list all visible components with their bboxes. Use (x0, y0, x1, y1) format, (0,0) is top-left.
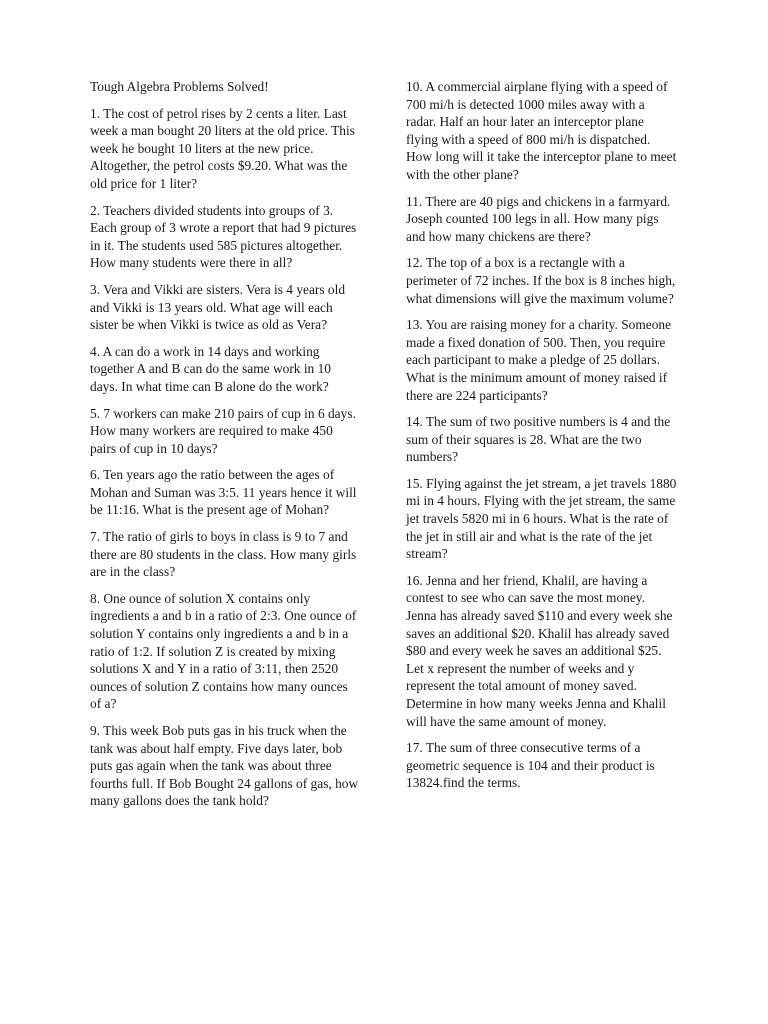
problem-17: 17. The sum of three consecutive terms of a geometric sequence is 104 and their product is 13824.find the terms. (406, 740, 655, 791)
problem-4: 4. A can do a work in 14 days and working together A and B can do the same work in 10 days. In what time can B alone do the work? (90, 343, 331, 394)
problem-11: 11. There are 40 pigs and chickens in a farmyard. Joseph counted 100 legs in all. How many pigs and how many chickens are there? (406, 193, 671, 244)
problem-7: 7. The ratio of girls to boys in class is 9 to 7 and there are 80 students in the class. How many girls are in the class? (90, 529, 357, 580)
problem-9: 9. This week Bob puts gas in his truck when the tank was about half empty. Five days later, bob puts gas again when the tank was about three fourths full. If Bob Bought 24 gallons of gas, how many gallons does the tank hold? (90, 723, 359, 809)
problem-16: 16. Jenna and her friend, Khalil, are having a contest to see who can save the most money. Jenna has already saved $110 and every week she saves an additional $20. Khalil has already saved $80 and every week he saves an additional $25. Let x represent the number of weeks and y represent the total amount of money saved. Determine in how many weeks Jenna and Khalil will have the same amount of money. (406, 572, 673, 729)
problem-12: 12. The top of a box is a rectangle with a perimeter of 72 inches. If the box is 8 inches high, what dimensions will give the maximum volume? (406, 255, 676, 306)
problem-15: 15. Flying against the jet stream, a jet travels 1880 mi in 4 hours. Flying with the jet stream, the same jet travels 5820 mi in 6 hours. What is the rate of the jet in still air and what is the rate of the jet stream? (406, 475, 677, 562)
right-column (406, 78, 678, 801)
problem-5: 5. 7 workers can make 210 pairs of cup in 6 days. How many workers are required to make 450 pairs of cup in 10 days? (90, 405, 356, 456)
problem-8: 8. One ounce of solution X contains only ingredients a and b in a ratio of 2:3. One ounce of solution Y contains only ingredients a and b in a ratio of 1:2. If solution Z is created by mixing solutions X and Y in a ratio of 3:11, then 2520 ounces of solution Z contains how many ounces of a? (90, 590, 357, 712)
left-column (90, 78, 360, 819)
problem-10: 10. A commercial airplane flying with a speed of 700 mi/h is detected 1000 miles away with a radar. Half an hour later an interceptor plane flying with a speed of 800 mi/h is dispatched. How long will it take the interceptor plane to meet with the other plane? (406, 79, 677, 182)
problem-1: 1. The cost of petrol rises by 2 cents a liter. Last week a man bought 20 liters at the old price. This week he bought 10 liters at the new price. Altogether, the petrol costs $9.20. What was the old price for 1 liter? (90, 105, 355, 191)
problem-2: 2. Teachers divided students into groups of 3. Each group of 3 wrote a report that had 9 pictures in it. The students used 585 pictures altogether. How many students were there in all? (90, 202, 357, 271)
problem-3: 3. Vera and Vikki are sisters. Vera is 4 years old and Vikki is 13 years old. What age will each sister be when Vikki is twice as old as Vera? (90, 281, 346, 333)
problem-14: 14. The sum of two positive numbers is 4 and the sum of their squares is 28. What are the two numbers? (406, 414, 671, 465)
problem-6: 6. Ten years ago the ratio between the ages of Mohan and Suman was 3:5. 11 years hence it will be 11:16. What is the present age of Mohan? (90, 467, 357, 518)
problem-13: 13. You are raising money for a charity. Someone made a fixed donation of 500. Then, you require each participant to make a pledge of 25 dollars. What is the minimum amount of money raised if there are 224 participants? (406, 317, 672, 403)
document-title: Tough Algebra Problems Solved! (90, 79, 269, 94)
